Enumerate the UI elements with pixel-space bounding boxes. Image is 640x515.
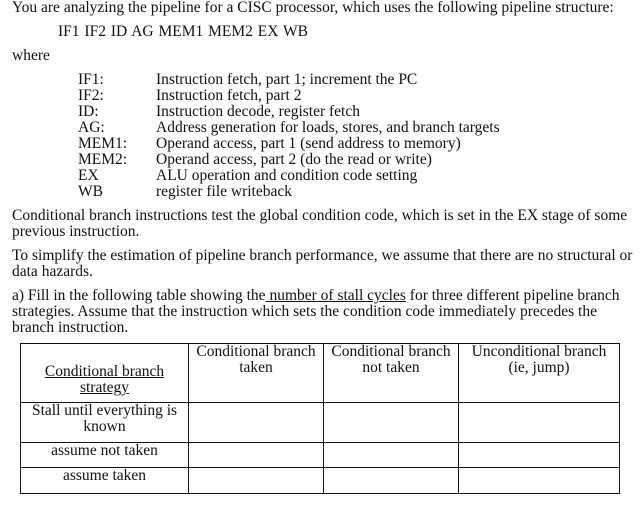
- row-label: assume not taken: [21, 443, 189, 468]
- row-label: Stall until everything is known: [21, 403, 189, 443]
- definition-row: [78, 72, 500, 88]
- paragraph-condition-code: Conditional branch instructions test the global condition code, which is set in the EX stage of some previous instruction.: [12, 207, 628, 240]
- answer-cell[interactable]: [189, 443, 324, 468]
- question-prefix: a) Fill in the following table showing the: [12, 287, 266, 304]
- question-a: [12, 288, 636, 336]
- definition-row: [78, 104, 500, 120]
- column-header: Conditional branch taken: [189, 344, 324, 403]
- column-header: Unconditional branch (ie, jump): [459, 344, 620, 403]
- definition-key: EX: [78, 167, 99, 184]
- column-header: Conditional branch not taken: [324, 344, 459, 403]
- definition-key: AG:: [78, 119, 105, 136]
- definition-row: [78, 152, 500, 168]
- table-header-row: [21, 344, 620, 403]
- definition-row: [78, 184, 500, 200]
- definition-desc: Address generation for loads, stores, and branch targets: [156, 119, 500, 136]
- intro-text: You are analyzing the pipeline for a CISC processor, which uses the following pipeline structure:: [12, 0, 614, 16]
- answer-cell[interactable]: [459, 403, 620, 443]
- paragraph-assumption: To simplify the estimation of pipeline branch performance, we assume that there are no structural or data hazards.: [12, 247, 633, 280]
- definition-desc: register file writeback: [156, 183, 292, 200]
- row-label: assume taken: [21, 468, 189, 494]
- definition-desc: Instruction fetch, part 1; increment the PC: [156, 71, 418, 88]
- answer-cell[interactable]: [324, 468, 459, 494]
- pipeline-stages: IF1 IF2 ID AG MEM1 MEM2 EX WB: [58, 23, 308, 40]
- corner-header-text: Conditional branch strategy: [44, 363, 165, 396]
- definition-desc: Operand access, part 1 (send address to memory): [156, 135, 461, 152]
- answer-cell[interactable]: [459, 443, 620, 468]
- question-underlined: number of stall cycles: [265, 287, 406, 304]
- table-row: [21, 443, 620, 468]
- definition-row: [78, 120, 500, 136]
- stage-definitions: [78, 72, 500, 200]
- table-row: [21, 403, 620, 443]
- definition-row: [78, 168, 500, 184]
- definition-desc: Instruction fetch, part 2: [156, 87, 302, 104]
- answer-cell[interactable]: [189, 468, 324, 494]
- definition-key: MEM1:: [78, 135, 128, 152]
- definition-key: WB: [78, 183, 103, 200]
- answer-cell[interactable]: [324, 403, 459, 443]
- stall-cycles-table: [20, 343, 620, 494]
- where-label: where: [12, 47, 50, 64]
- definition-key: MEM2:: [78, 151, 128, 168]
- definition-key: IF2:: [78, 87, 104, 104]
- answer-cell[interactable]: [189, 403, 324, 443]
- definition-desc: Operand access, part 2 (do the read or write): [156, 151, 432, 168]
- corner-header: [21, 344, 189, 403]
- table-row: [21, 468, 620, 494]
- definition-row: [78, 88, 500, 104]
- definition-desc: ALU operation and condition code setting: [156, 167, 418, 184]
- definition-key: IF1:: [78, 71, 104, 88]
- question-suffix: for three different pipeline branch strategies. Assume that the instruction which sets the condition code immediately precedes the branch instruction.: [12, 287, 620, 336]
- answer-cell[interactable]: [324, 443, 459, 468]
- definition-key: ID:: [78, 103, 99, 120]
- definition-desc: Instruction decode, register fetch: [156, 103, 360, 120]
- definition-row: [78, 136, 500, 152]
- answer-cell[interactable]: [459, 468, 620, 494]
